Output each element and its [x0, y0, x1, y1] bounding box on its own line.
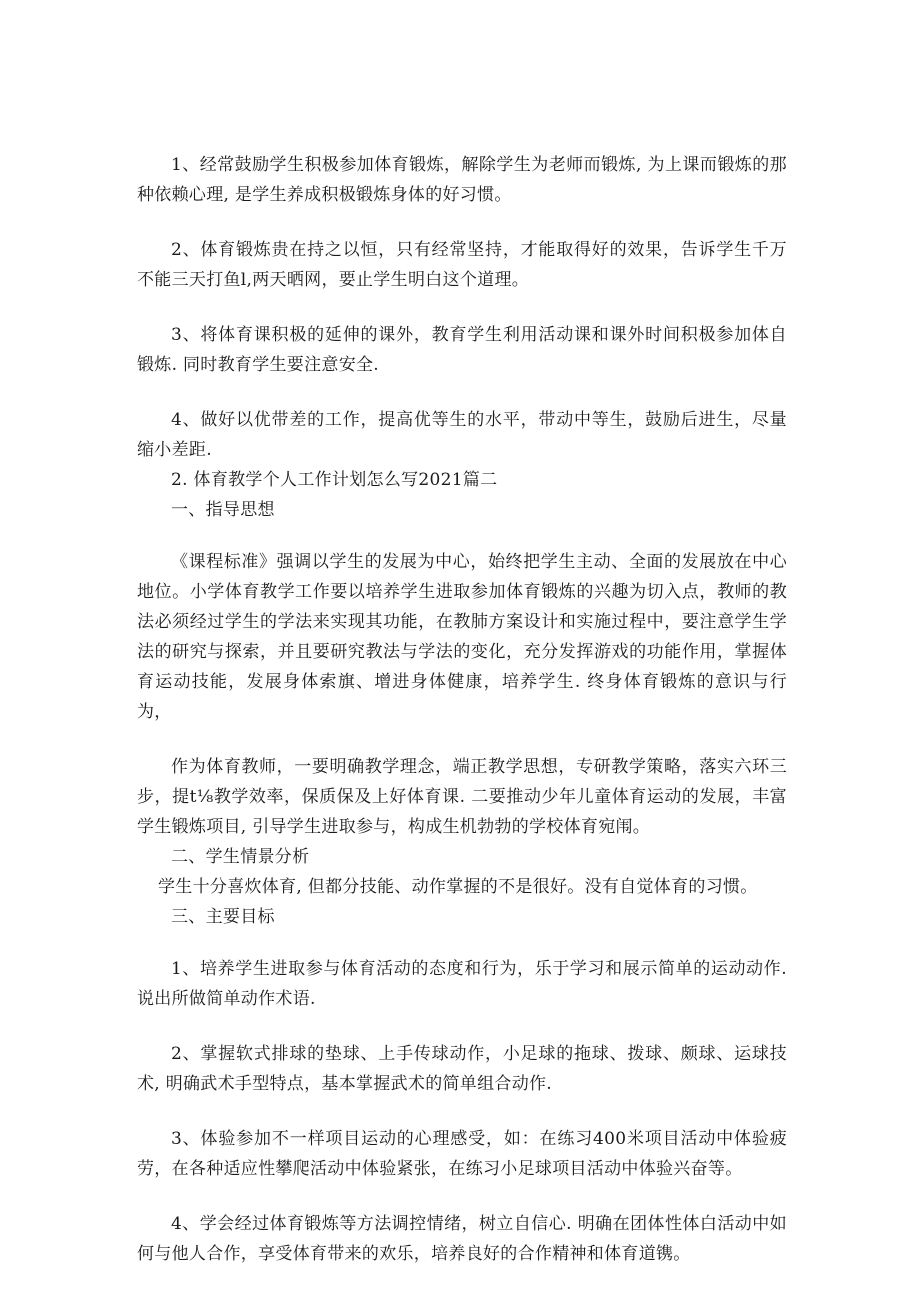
paragraph-11: 4、学会经过体育锻炼等方法调控情绪，树立自信心. 明确在团体性体白活动中如何与他人合作，享受体育带来的欢乐，培养良好的合作精神和体育道镌。	[137, 1214, 787, 1264]
paragraph-4: 4、做好以优带差的工作，提高优等生的水平，带动中等生，鼓励后进生，尽量缩小差距.	[137, 410, 787, 460]
paragraph-1: 1、经常鼓励学生积极参加体育锻炼，解除学生为老师而锻炼, 为上课而锻炼的那种依赖心理, 是学生养成积极锻炼身体的好习惯。	[137, 155, 787, 205]
paragraph-5: 《课程标准》强调以学生的发展为中心，始终把学生主动、全面的发展放在中心地位。小学体育教学工作要以培养学生进取参加体育锻炼的兴趣为切入点，教师的教法必须经过学生的学法来实现其功能，在教肺方案设计和实施过程中，要注意学生学法的研究与探索，并且要研究教法与学法的变化，充分发挥游戏的功能作用，掌握体育运动技能，发展身体索旗、增进身体健康，培养学生. 终身体育锻炼的意识与行为，	[137, 552, 787, 722]
heading-student-analysis: 二、学生情景分析	[171, 847, 310, 867]
document-body	[137, 150, 787, 1269]
section-title: 2. 体育教学个人工作计划怎么写2021篇二	[171, 470, 498, 490]
heading-main-goals: 三、主要目标	[171, 907, 275, 927]
paragraph-8: 1、培养学生进取参与体育活动的态度和行为，乐于学习和展示简单的运动动作. 说出所做简单动作术语.	[137, 959, 787, 1009]
paragraph-3: 3、将体育课积极的延伸的课外，教育学生利用活动课和课外时间积极参加体自锻炼. 同时教育学生要注意安全.	[137, 325, 787, 375]
paragraph-7: 学生十分喜炊体育, 但都分技能、动作掌握的不是很好。没有自觉体育的习惯。	[158, 877, 758, 897]
paragraph-9: 2、掌握软式排球的垫球、上手传球动作，小足球的拖球、拨球、颇球、运球技术, 明确武术手型特点，基本掌握武术的简单组合动作.	[137, 1044, 787, 1094]
paragraph-10: 3、体验参加不一样项目运动的心理感受，如：在练习400米项目活动中体验疲劳，在各种适应性攀爬活动中体验紧张，在练习小足球项目活动中体验兴奋等。	[137, 1129, 787, 1179]
paragraph-6: 作为体育教师，一要明确教学理念，端正教学思想，专研教学策略，落实六环三步，提t⅛教学效率，保质保及上好体育课. 二要推动少年儿童体育运动的发展，丰富学生锻炼项目, 引导学生进取参与，构成生机勃勃的学校体育宛闱。	[137, 757, 787, 837]
paragraph-2: 2、体育锻炼贵在持之以恒，只有经常坚持，才能取得好的效果，告诉学生千万不能三天打鱼l,两天晒网，要止学生明白这个道理。	[137, 240, 787, 290]
heading-guiding-ideology: 一、指导思想	[171, 500, 275, 520]
